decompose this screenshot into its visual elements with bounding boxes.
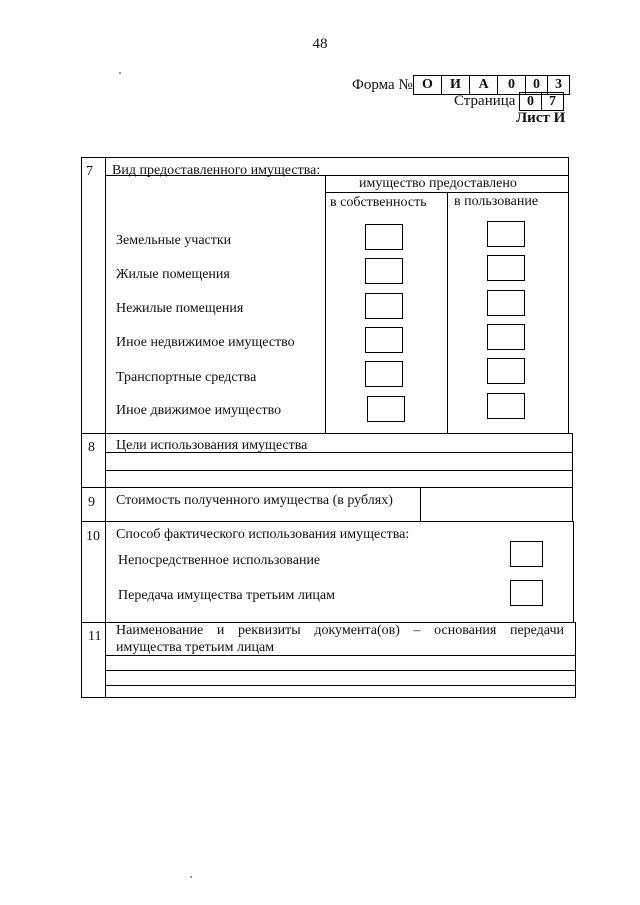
scan-speck <box>190 876 192 878</box>
page-code-cell: 7 <box>541 93 563 110</box>
document-basis-field-2[interactable] <box>107 671 574 684</box>
checkbox-nonresidential-ownership[interactable] <box>365 293 403 319</box>
checkbox-direct-use[interactable] <box>510 541 543 567</box>
form-code-cell: 0 <box>525 76 547 94</box>
section-7-number: 7 <box>86 164 93 179</box>
row-label-other-movable: Иное движимое имущество <box>116 403 282 418</box>
row-label-land: Земельные участки <box>116 233 232 248</box>
section-11-number: 11 <box>88 629 102 644</box>
provided-group-header: имущество предоставлено <box>359 176 517 191</box>
column-use-header: в пользование <box>454 194 539 209</box>
scan-speck <box>119 72 121 74</box>
checkbox-vehicles-use[interactable] <box>487 358 525 384</box>
form-code-cell: О <box>422 77 433 92</box>
form-number-label: Форма № <box>352 77 413 93</box>
usage-purpose-field-2[interactable] <box>107 471 571 486</box>
checkbox-residential-ownership[interactable] <box>365 258 403 284</box>
property-value-field[interactable] <box>421 488 571 520</box>
checkbox-residential-use[interactable] <box>487 255 525 281</box>
section-11-title-line-1: Наименование и реквизиты документа(ов) – основания передачи <box>116 623 564 638</box>
page-code-cell: 0 <box>527 94 534 109</box>
sheet-label: Лист И <box>516 110 566 126</box>
checkbox-other-real-estate-ownership[interactable] <box>365 327 403 353</box>
section-7-title: Вид предоставленного имущества: <box>112 163 321 178</box>
checkbox-other-movable-use[interactable] <box>487 393 525 419</box>
row-label-transfer-to-third-parties: Передача имущества третьим лицам <box>118 588 335 603</box>
page-label: Страница <box>454 93 516 109</box>
usage-purpose-field-1[interactable] <box>107 453 571 469</box>
page-code-cells <box>519 92 564 111</box>
row-label-nonresidential: Нежилые помещения <box>116 301 244 316</box>
section-9-number: 9 <box>88 495 95 510</box>
checkbox-transfer-to-third-parties[interactable] <box>510 580 543 606</box>
section-10-number: 10 <box>86 529 100 544</box>
form-code-cell: И <box>441 76 469 94</box>
page-number: 48 <box>312 36 328 52</box>
row-label-residential: Жилые помещения <box>116 267 230 282</box>
form-code-cell: А <box>469 76 497 94</box>
row-label-vehicles: Транспортные средства <box>116 370 257 385</box>
checkbox-vehicles-ownership[interactable] <box>365 361 403 387</box>
form-code-cell: 0 <box>497 76 525 94</box>
row-label-other-real-estate: Иное недвижимое имущество <box>116 335 295 350</box>
section-11-title-line-2: имущества третьим лицам <box>116 640 275 655</box>
checkbox-nonresidential-use[interactable] <box>487 290 525 316</box>
section-8-number: 8 <box>88 440 95 455</box>
checkbox-other-movable-ownership[interactable] <box>367 396 405 422</box>
checkbox-land-ownership[interactable] <box>365 224 403 250</box>
checkbox-other-real-estate-use[interactable] <box>487 324 525 350</box>
column-ownership-header: в собственность <box>330 195 427 210</box>
section-10-title: Способ фактического использования имущества: <box>116 527 410 542</box>
document-basis-field-1[interactable] <box>107 656 574 669</box>
row-label-direct-use: Непосредственное использование <box>118 553 321 568</box>
section-8-title: Цели использования имущества <box>116 438 308 453</box>
section-9-title: Стоимость полученного имущества (в рублях) <box>116 493 393 508</box>
checkbox-land-use[interactable] <box>487 221 525 247</box>
form-code-cell: 3 <box>547 76 569 94</box>
